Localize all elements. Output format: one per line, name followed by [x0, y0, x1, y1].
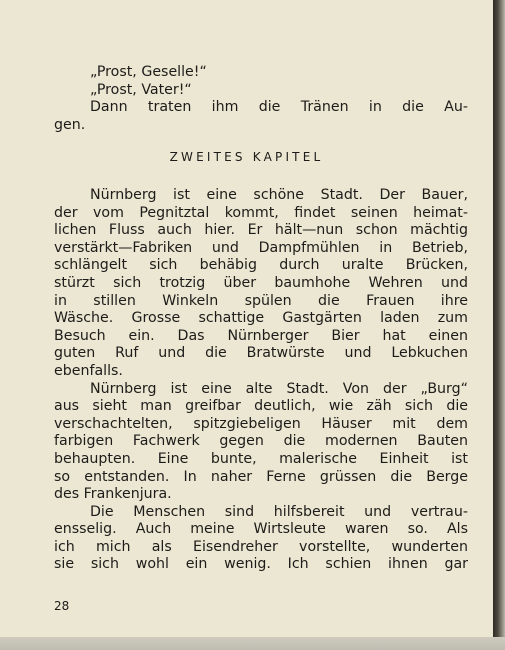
text-line: in stillen Winkeln spülen die Frauen ihre	[54, 292, 468, 309]
text-line: des Frankenjura.	[54, 486, 172, 503]
text-line: lichen Fluss auch hier. Er hält—nun schon mächtig	[54, 222, 468, 239]
text-line: guten Ruf und die Bratwürste und Lebkuchen	[54, 345, 468, 362]
text-line: verstärkt—Fabriken und Dampfmühlen in Betrieb,	[54, 239, 468, 256]
page-number: 28	[54, 599, 70, 613]
text-line: Dann traten ihm die Tränen in die Au-	[90, 99, 468, 116]
text-line: ebenfalls.	[54, 362, 123, 379]
text-line: farbigen Fachwerk gegen die modernen Bauten	[54, 433, 468, 450]
text-line: gen.	[54, 116, 86, 133]
text-line: Die Menschen sind hilfsbereit und vertrau-	[90, 503, 468, 520]
opening-dialogue	[54, 64, 468, 134]
text-line: schlängelt sich behäbig durch uralte Brücken,	[54, 257, 468, 274]
text-line: der vom Pegnitztal kommt, findet seinen heimat-	[54, 204, 468, 221]
text-line: aus sieht man greifbar deutlich, wie zäh sich die	[54, 398, 468, 415]
text-line: Nürnberg ist eine schöne Stadt. Der Bauer,	[90, 187, 468, 203]
text-line: Nürnberg ist eine alte Stadt. Von der „Burg“	[90, 380, 468, 397]
text-line: so entstanden. In naher Ferne grüssen die Berge	[54, 468, 468, 485]
text-line: ich mich als Eisendreher vorstellte, wunderten	[54, 538, 468, 555]
text-line: verschachtelten, spitzgiebeligen Häuser mit dem	[54, 415, 468, 432]
paragraph	[54, 381, 468, 504]
chapter-title: ZWEITES KAPITEL	[169, 150, 324, 164]
text-line: sie sich wohl ein wenig. Ich schien ihnen gar	[54, 556, 468, 573]
text-line: „Prost, Geselle!“	[90, 64, 207, 80]
text-line: ensselig. Auch meine Wirtsleute waren so. Als	[54, 521, 468, 538]
text-line: „Prost, Vater!“	[90, 81, 192, 98]
paragraph	[54, 504, 468, 574]
text-line: stürzt sich trotzig über baumhohe Wehren und	[54, 274, 468, 291]
book-spine-edge	[493, 0, 505, 650]
page-bottom-edge	[0, 637, 505, 650]
text-line: behaupten. Eine bunte, malerische Einheit ist	[54, 450, 468, 467]
text-line: Wäsche. Grosse schattige Gastgärten laden zum	[54, 310, 468, 327]
text-line: Besuch ein. Das Nürnberger Bier hat einen	[54, 327, 468, 344]
body-text	[54, 187, 468, 574]
paragraph	[54, 187, 468, 381]
